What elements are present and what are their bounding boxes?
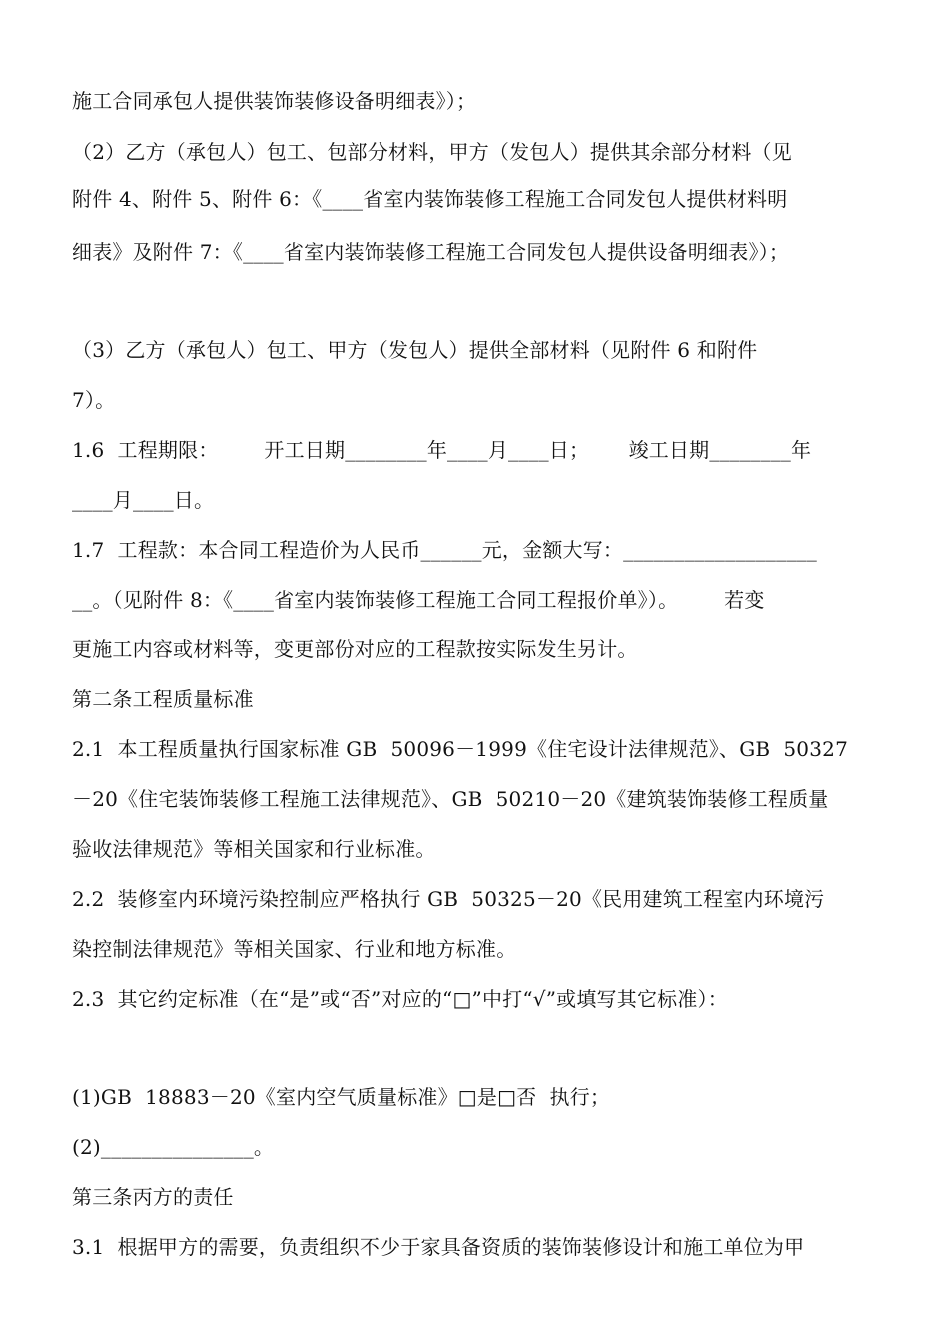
text-line: 染控制法律规范》等相关国家、行业和地方标准。 <box>72 937 517 961</box>
text-line: 验收法律规范》等相关国家和行业标准。 <box>72 837 436 861</box>
text-line: 1.7 工程款：本合同工程造价为人民币______元，金额大写：___________________ <box>72 538 817 562</box>
text-line: (1)GB 18883－20《室内空气质量标准》□是□否 执行； <box>72 1085 611 1109</box>
text-line: 3.1 根据甲方的需要，负责组织不少于家具备资质的装饰装修设计和施工单位为甲 <box>72 1235 805 1259</box>
text-line: 2.3 其它约定标准（在“是”或“否”对应的“□”中打“√”或填写其它标准）： <box>72 987 728 1011</box>
text-line: 7）。 <box>72 388 116 412</box>
text-line: 更施工内容或材料等，变更部份对应的工程款按实际发生另计。 <box>72 637 638 661</box>
text-line: －20《住宅装饰装修工程施工法律规范》、GB 50210－20《建筑装饰装修工程质量 <box>72 787 829 811</box>
text-line: （3）乙方（承包人）包工、甲方（发包人）提供全部材料（见附件 6 和附件 <box>72 338 758 362</box>
text-line: ____月____日。 <box>72 488 215 512</box>
text-line: 细表》及附件 7：《____省室内装饰装修工程施工合同发包人提供设备明细表》）； <box>72 240 790 264</box>
text-line: (2)_______________。 <box>72 1135 275 1159</box>
section-heading: 第三条丙方的责任 <box>72 1185 234 1209</box>
text-line: 2.2 装修室内环境污染控制应严格执行 GB 50325－20《民用建筑工程室内环境污 <box>72 887 825 911</box>
text-line: 2.1 本工程质量执行国家标准 GB 50096－1999《住宅设计法律规范》、GB 50327 <box>72 737 849 761</box>
text-line: 附件 4、附件 5、附件 6：《____省室内装饰装修工程施工合同发包人提供材料明 <box>72 187 788 211</box>
text-line: （2）乙方（承包人）包工、包部分材料，甲方（发包人）提供其余部分材料（见 <box>72 140 792 164</box>
section-heading: 第二条工程质量标准 <box>72 687 254 711</box>
text-line: 施工合同承包人提供装饰装修设备明细表》）； <box>72 89 477 113</box>
text-line: 1.6 工程期限： 开工日期________年____月____日； 竣工日期________年 <box>72 438 812 462</box>
text-line: __。（见附件 8：《____省室内装饰装修工程施工合同工程报价单》）。 若变 <box>72 588 765 612</box>
